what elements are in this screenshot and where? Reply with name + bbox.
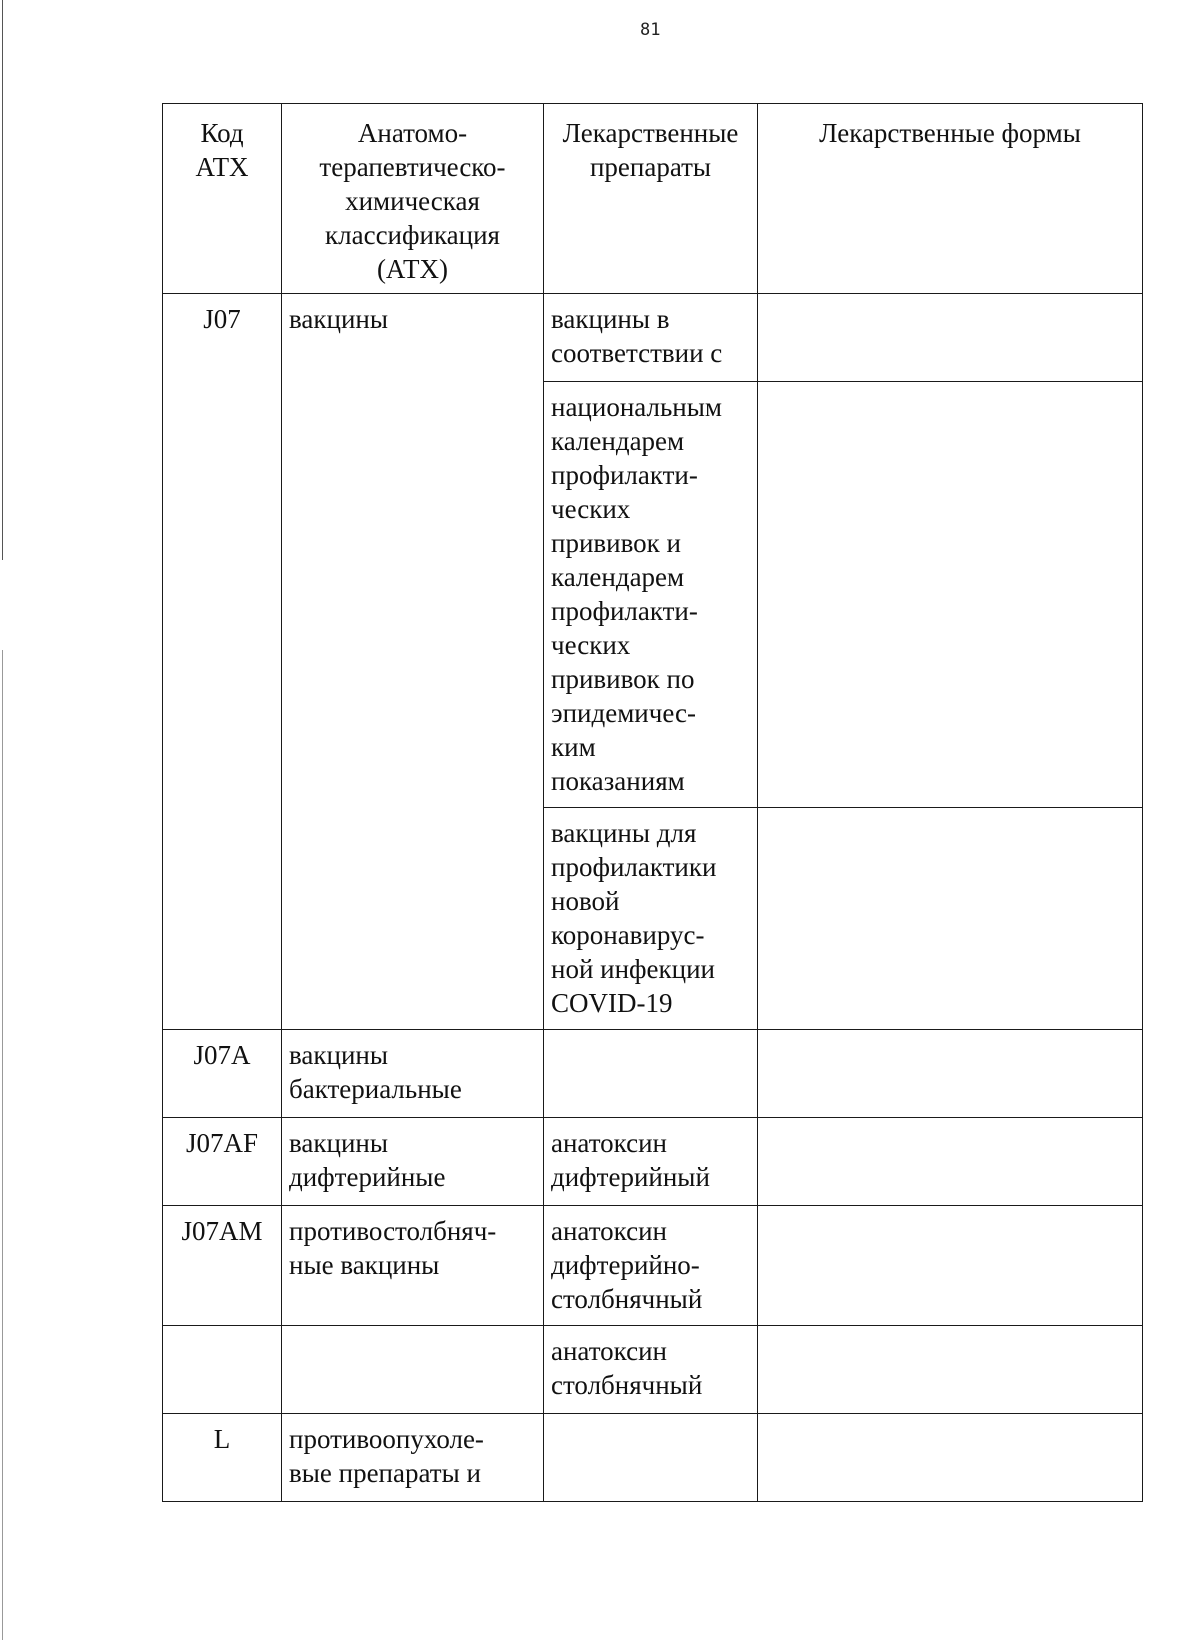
cell-classification bbox=[282, 1326, 544, 1414]
cell-drug bbox=[544, 1414, 758, 1502]
cell-code: J07AM bbox=[163, 1206, 282, 1326]
cell-form bbox=[758, 1414, 1143, 1502]
cell-form bbox=[758, 1118, 1143, 1206]
cell-code: J07A bbox=[163, 1030, 282, 1118]
cell-drug bbox=[544, 1030, 758, 1118]
table-row-tetanus-toxoid bbox=[163, 1326, 1143, 1414]
table-row-l bbox=[163, 1414, 1143, 1502]
cell-classification: противостолбняч- ные вакцины bbox=[282, 1206, 544, 1326]
cell-classification: противоопухоле- вые препараты и bbox=[282, 1414, 544, 1502]
header-code: Код АТХ bbox=[163, 104, 282, 294]
page-number: 81 bbox=[640, 20, 661, 40]
scan-edge-line bbox=[2, 0, 3, 560]
table-row-j07am bbox=[163, 1206, 1143, 1326]
cell-form bbox=[758, 382, 1143, 808]
cell-code: L bbox=[163, 1414, 282, 1502]
cell-code bbox=[163, 1326, 282, 1414]
header-drugs: Лекарственные препараты bbox=[544, 104, 758, 294]
atx-drug-table bbox=[162, 103, 1143, 1502]
cell-code: J07AF bbox=[163, 1118, 282, 1206]
cell-classification: вакцины бактериальные bbox=[282, 1030, 544, 1118]
scan-edge-line-lower bbox=[2, 650, 3, 1640]
cell-form bbox=[758, 1326, 1143, 1414]
table-row-j07af bbox=[163, 1118, 1143, 1206]
table-row-j07a bbox=[163, 1030, 1143, 1118]
cell-drug: национальным календарем профилакти- ческих прививок и календарем профилакти- ческих прививок по эпидемичес- ким показаниям bbox=[544, 382, 758, 808]
cell-classification: вакцины bbox=[282, 294, 544, 1030]
cell-drug: вакцины в соответствии с bbox=[544, 294, 758, 382]
cell-form bbox=[758, 1206, 1143, 1326]
cell-drug: анатоксин дифтерийно- столбнячный bbox=[544, 1206, 758, 1326]
table-row-j07 bbox=[163, 294, 1143, 382]
cell-classification: вакцины дифтерийные bbox=[282, 1118, 544, 1206]
header-forms: Лекарственные формы bbox=[758, 104, 1143, 294]
table-header-row bbox=[163, 104, 1143, 294]
cell-drug: анатоксин дифтерийный bbox=[544, 1118, 758, 1206]
cell-form bbox=[758, 1030, 1143, 1118]
cell-drug: анатоксин столбнячный bbox=[544, 1326, 758, 1414]
cell-form bbox=[758, 808, 1143, 1030]
cell-drug: вакцины для профилактики новой коронавирус- ной инфекции COVID-19 bbox=[544, 808, 758, 1030]
header-classification: Анатомо- терапевтическо- химическая классификация (АТХ) bbox=[282, 104, 544, 294]
cell-form bbox=[758, 294, 1143, 382]
cell-code: J07 bbox=[163, 294, 282, 1030]
